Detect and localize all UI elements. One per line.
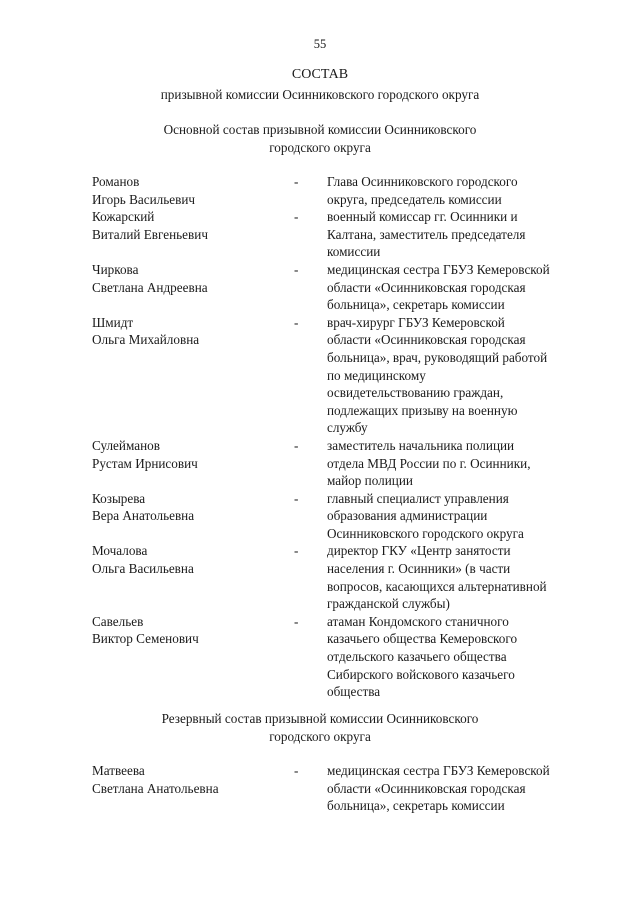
member-role-line: казачьего общества Кемеровского [327,631,518,647]
main-section-heading [0,121,640,156]
document-subtitle: призывной комиссии Осинниковского городского округа [160,87,480,102]
member-name-line: Шмидт [92,314,134,330]
member-role-line: Глава Осинниковского городского [327,174,518,189]
member-role-line: медицинская сестра ГБУЗ Кемеровской [327,261,550,277]
heading-line: Основной состав призывной комиссии Осинниковского [163,122,477,137]
member-entry [92,314,592,437]
member-name [92,490,292,543]
member-entry [92,261,592,314]
reserve-section-heading [0,710,640,745]
member-entry [92,208,592,261]
member-role-line: больница», секретарь комиссии [327,297,505,313]
member-role-line: атаман Кондомского станичного [327,613,509,629]
member-role-line: вопросов, касающихся альтернативной [327,578,547,594]
member-name-line: Кожарский [92,209,155,225]
member-entry [92,437,592,490]
member-name [92,762,292,815]
member-role-line: комиссии [327,244,381,260]
member-name-line: Матвеева [92,763,145,778]
member-name-line: Светлана Андреевна [92,279,208,295]
member-role-line: главный специалист управления [327,490,509,506]
member-dash: - [294,543,299,559]
member-name [92,208,292,261]
heading-line: городского округа [269,728,371,744]
member-dash: - [294,174,299,189]
member-dash: - [294,763,299,778]
member-role [327,542,592,612]
heading-line: Резервный состав призывной комиссии Осинниковского [161,711,479,726]
member-dash: - [294,261,299,277]
member-dash: - [294,209,299,225]
member-role [327,613,592,701]
member-role [327,314,592,437]
member-role-line: области «Осинниковская городская [327,332,526,348]
member-role-line: отдельского казачьего общества [327,649,507,665]
member-name [92,261,292,314]
member-role [327,261,592,314]
member-name-line: Савельев [92,613,144,629]
member-entry [92,173,592,208]
member-role-line: больница», секретарь комиссии [327,798,505,814]
member-name [92,613,292,701]
member-dash: - [294,437,299,453]
member-role-line: Сибирского войскового казачьего [327,666,515,682]
member-name [92,314,292,437]
heading-line: городского округа [269,139,371,155]
member-role [327,762,592,815]
member-role-line: общества [327,684,381,700]
member-name-line: Сулейманов [92,437,160,453]
member-entry [92,542,592,612]
member-name-line: Вера Анатольевна [92,508,195,524]
page-number: 55 [313,37,327,51]
member-name-line: Ольга Михайловна [92,332,200,348]
member-entry [92,762,592,815]
member-role-line: Калтана, заместитель председателя [327,226,526,242]
member-role-line: майор полиции [327,473,413,489]
member-role-line: населения г. Осинники» (в части [327,561,511,577]
member-role-line: подлежащих призыву на военную [327,402,518,418]
member-name [92,542,292,612]
member-name-line: Романов [92,174,140,189]
member-role-line: военный комиссар гг. Осинники и [327,209,518,225]
member-name-line: Игорь Васильевич [92,191,196,207]
member-role [327,490,592,543]
member-name-line: Козырева [92,490,146,506]
member-role [327,173,592,208]
member-role-line: образования администрации [327,508,488,524]
member-dash: - [294,314,299,330]
member-role-line: больница», врач, руководящий работой [327,349,548,365]
member-role [327,437,592,490]
member-role-line: заместитель начальника полиции [327,437,515,453]
reserve-members-list [92,762,592,815]
member-entry [92,490,592,543]
member-role-line: врач-хирург ГБУЗ Кемеровской [327,314,505,330]
member-name [92,173,292,208]
member-name-line: Ольга Васильевна [92,561,194,577]
member-name-line: Чиркова [92,261,139,277]
member-entry [92,613,592,701]
member-role-line: по медицинскому [327,367,426,383]
member-name [92,437,292,490]
member-name-line: Виталий Евгеньевич [92,226,208,242]
member-role-line: области «Осинниковская городская [327,279,526,295]
member-role-line: отдела МВД России по г. Осинники, [327,455,531,471]
member-name-line: Светлана Анатольевна [92,780,219,796]
member-role-line: области «Осинниковская городская [327,780,526,796]
member-name-line: Мочалова [92,543,148,559]
member-role-line: медицинская сестра ГБУЗ Кемеровской [327,763,550,778]
member-name-line: Рустам Ирнисович [92,455,198,471]
member-dash: - [294,613,299,629]
member-name-line: Виктор Семенович [92,631,199,647]
member-role-line: гражданской службы) [327,596,450,612]
document-title: СОСТАВ [291,67,349,82]
member-role-line: округа, председатель комиссии [327,191,502,207]
main-members-list [92,173,592,701]
member-role-line: директор ГКУ «Центр занятости [327,543,511,559]
member-role-line: службу [327,420,368,436]
member-dash: - [294,490,299,506]
member-role [327,208,592,261]
member-role-line: освидетельствованию граждан, [327,385,504,401]
member-role-line: Осинниковского городского округа [327,525,524,541]
